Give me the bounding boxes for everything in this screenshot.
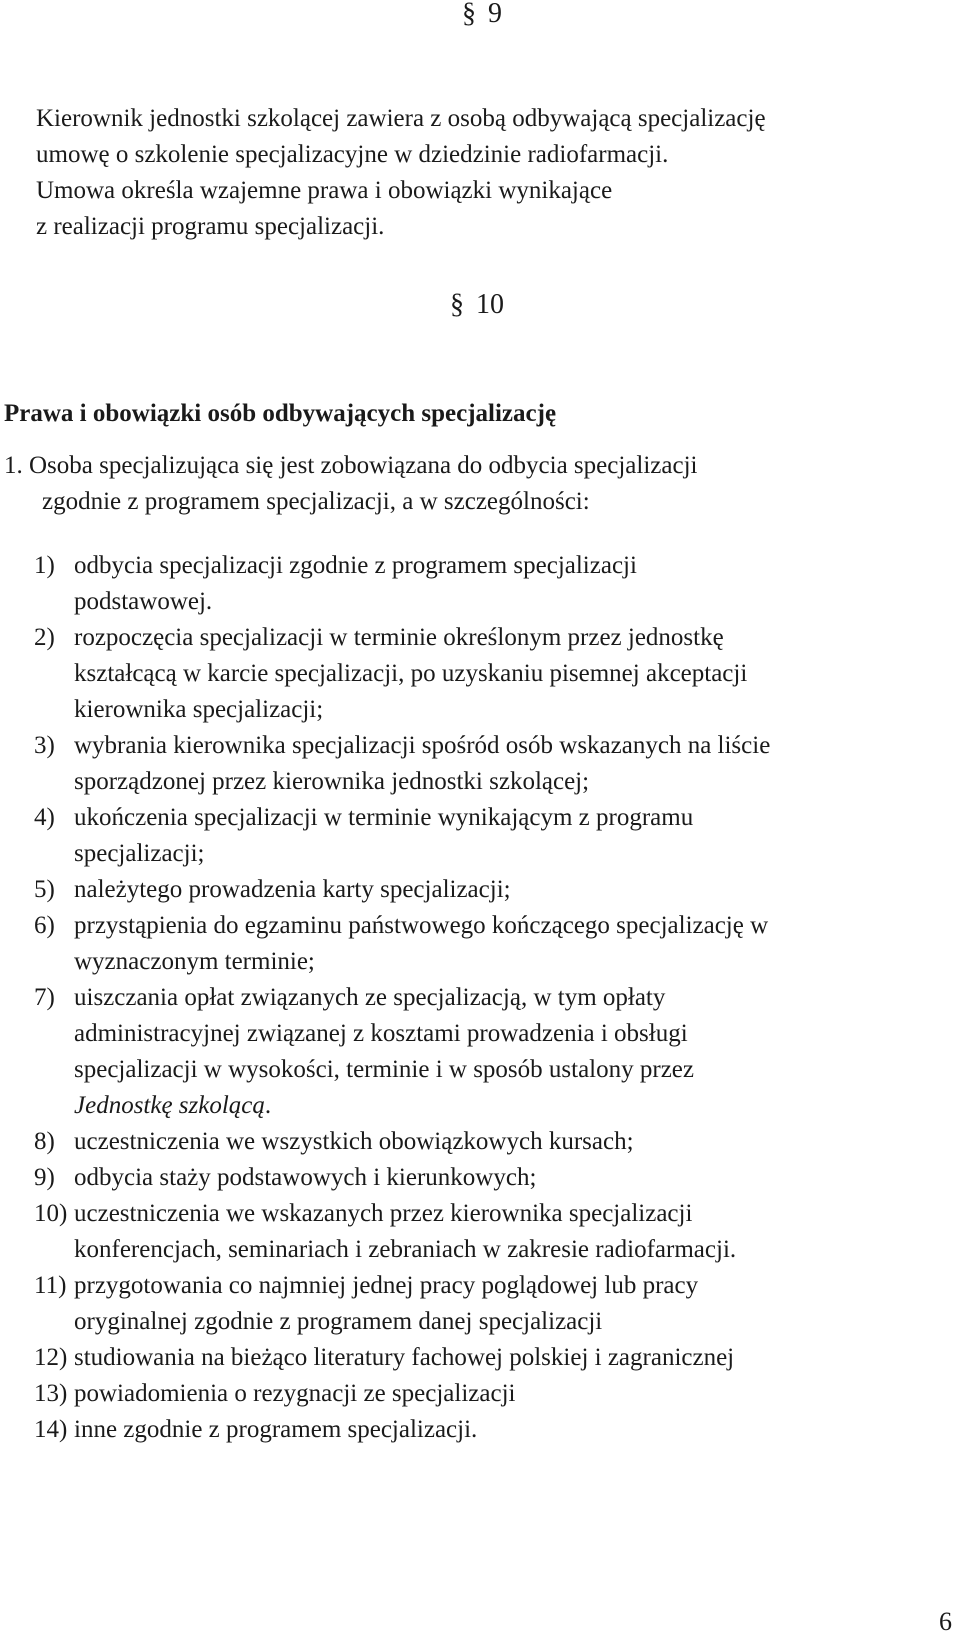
list-item-number: 5): [34, 876, 55, 903]
section-9-heading: [462, 0, 502, 32]
list-item-text: [74, 872, 770, 908]
list-item: [34, 1412, 770, 1448]
list-item-text: [74, 728, 770, 800]
list-item-text: [74, 1124, 770, 1160]
list-item-line: przygotowania co najmniej jednej pracy poglądowej lub pracy: [74, 1272, 699, 1299]
intro-paragraph: [36, 101, 766, 245]
list-item-line: specjalizacji;: [74, 840, 205, 867]
list-item-line: specjalizacji w wysokości, terminie i w sposób ustalony przez: [74, 1056, 694, 1083]
list-item-line: powiadomienia o rezygnacji ze specjalizacji: [74, 1380, 516, 1407]
list-item-text: [74, 1340, 770, 1376]
italic-tail: .: [264, 1092, 272, 1119]
list-item: [34, 980, 770, 1124]
list-item-line: oryginalnej zgodnie z programem danej specjalizacji: [74, 1308, 603, 1335]
list-item-number: 10): [34, 1200, 68, 1227]
list-item-line: inne zgodnie z programem specjalizacji.: [74, 1416, 478, 1443]
list-item-number: 7): [34, 984, 55, 1011]
list-item: [34, 1340, 770, 1376]
list-item-text: [74, 1268, 770, 1340]
list-item-line: uiszczania opłat związanych ze specjalizacją, w tym opłaty: [74, 984, 666, 1011]
list-item-number: 13): [34, 1380, 68, 1407]
list-item-line: podstawowej.: [74, 588, 213, 615]
list-item-line: odbycia staży podstawowych i kierunkowych;: [74, 1164, 537, 1191]
page-number: 6: [939, 1607, 952, 1636]
list-item-line: wyznaczonym terminie;: [74, 948, 315, 975]
list-item-line: administracyjnej związanej z kosztami prowadzenia i obsługi: [74, 1020, 688, 1047]
list-item-line: sporządzonej przez kierownika jednostki szkolącej;: [74, 768, 590, 795]
list-item-text: [74, 1412, 770, 1448]
list-item-line: rozpoczęcia specjalizacji w terminie określonym przez jednostkę: [74, 624, 724, 651]
section-title: Prawa i obowiązki osób odbywających specjalizację: [4, 400, 557, 427]
list-item: [34, 1376, 770, 1412]
list-item: [34, 908, 770, 980]
section-number: 10: [476, 289, 504, 320]
intro-line: Kierownik jednostki szkolącej zawiera z osobą odbywającą specjalizację: [36, 105, 766, 132]
italic-text: Jednostkę szkolącą: [74, 1092, 265, 1119]
list-item: [34, 548, 770, 620]
list-item-line: odbycia specjalizacji zgodnie z programem specjalizacji: [74, 552, 637, 579]
list-item-line: kształcącą w karcie specjalizacji, po uzyskaniu pisemnej akceptacji: [74, 660, 748, 687]
list-item-number: 14): [34, 1416, 68, 1443]
list-item-number: 1): [34, 552, 55, 579]
list-item-number: 12): [34, 1344, 68, 1371]
list-item: [34, 800, 770, 872]
point-1-line: 1. Osoba specjalizująca się jest zobowiązana do odbycia specjalizacji: [4, 452, 698, 479]
list-item-line: studiowania na bieżąco literatury fachowej polskiej i zagranicznej: [74, 1344, 735, 1371]
obligations-list: [34, 548, 770, 1448]
list-item-text: [74, 980, 770, 1124]
list-item-number: 9): [34, 1164, 55, 1191]
list-item: [34, 872, 770, 908]
section-symbol: §: [450, 289, 464, 320]
section-number: 9: [488, 0, 502, 29]
list-item-text: [74, 548, 770, 620]
list-item-number: 6): [34, 912, 55, 939]
list-item-number: 4): [34, 804, 55, 831]
list-item-line: uczestniczenia we wszystkich obowiązkowych kursach;: [74, 1128, 634, 1155]
list-item-line: ukończenia specjalizacji w terminie wynikającym z programu: [74, 804, 694, 831]
list-item-text: [74, 1376, 770, 1412]
point-1: [4, 448, 697, 520]
point-1-line: zgodnie z programem specjalizacji, a w szczególności:: [42, 488, 590, 515]
section-symbol: §: [462, 0, 476, 29]
intro-line: z realizacji programu specjalizacji.: [36, 213, 385, 240]
list-item-text: [74, 800, 770, 872]
list-item-line: wybrania kierownika specjalizacji spośród osób wskazanych na liście: [74, 732, 771, 759]
list-item-number: 3): [34, 732, 55, 759]
list-item-number: 2): [34, 624, 55, 651]
list-item: [34, 1196, 770, 1268]
list-item: [34, 728, 770, 800]
list-item-line: należytego prowadzenia karty specjalizacji;: [74, 876, 511, 903]
list-item-line: uczestniczenia we wskazanych przez kierownika specjalizacji: [74, 1200, 693, 1227]
intro-line: umowę o szkolenie specjalizacyjne w dziedzinie radiofarmacji.: [36, 141, 669, 168]
intro-line: Umowa określa wzajemne prawa i obowiązki wynikające: [36, 177, 613, 204]
list-item-text: [74, 620, 770, 728]
list-item-number: 8): [34, 1128, 55, 1155]
list-item: [34, 620, 770, 728]
list-item-line: konferencjach, seminariach i zebraniach w zakresie radiofarmacji.: [74, 1236, 737, 1263]
list-item: [34, 1160, 770, 1196]
list-item-text: [74, 908, 770, 980]
list-item: [34, 1268, 770, 1340]
list-item: [34, 1124, 770, 1160]
list-item-text: [74, 1196, 770, 1268]
list-item-line: przystąpienia do egzaminu państwowego kończącego specjalizację w: [74, 912, 769, 939]
list-item-line: [74, 1088, 770, 1124]
list-item-text: [74, 1160, 770, 1196]
section-10-heading: [450, 287, 504, 323]
list-item-line: kierownika specjalizacji;: [74, 696, 324, 723]
list-item-number: 11): [34, 1272, 67, 1299]
